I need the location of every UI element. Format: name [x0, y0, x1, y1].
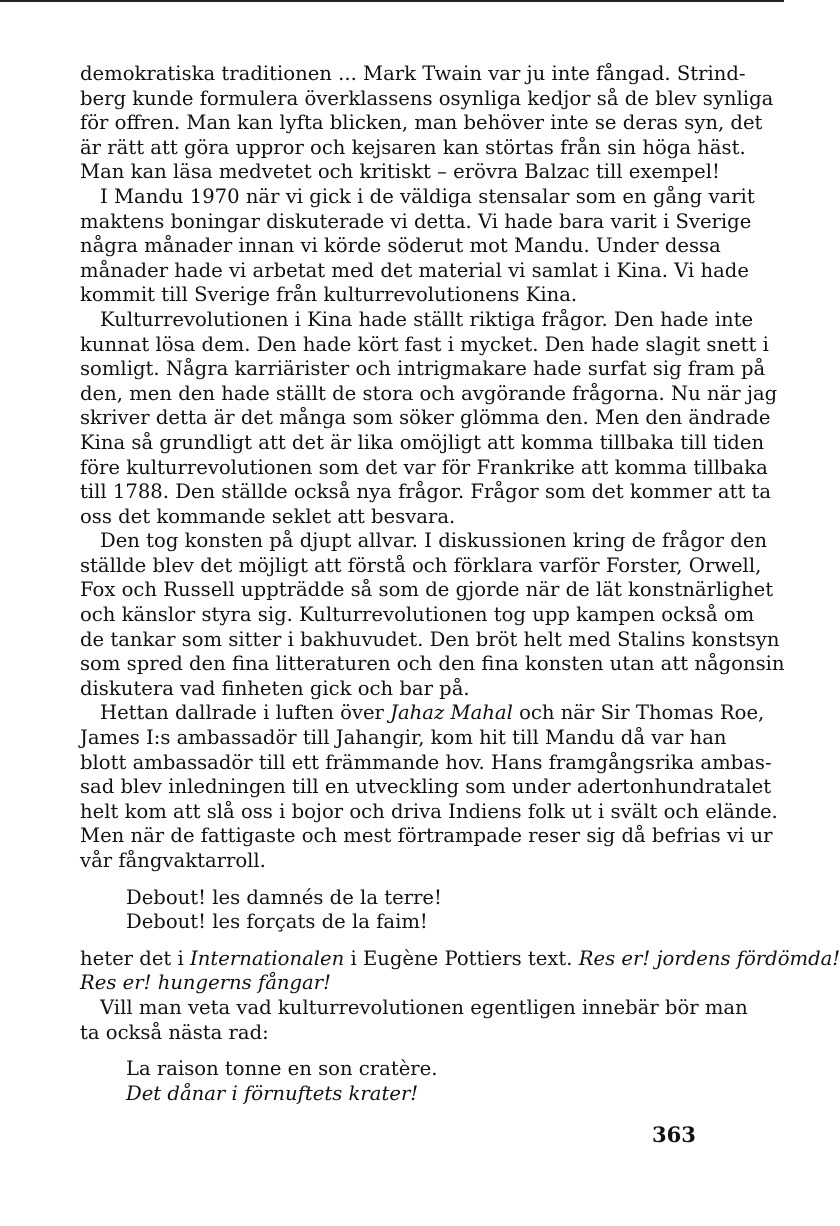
text-run: i Eugène Pottiers text.	[344, 946, 579, 970]
text-line	[80, 234, 721, 259]
text-run: sad blev inledningen till en utveckling som under adertonhundratalet	[80, 775, 772, 799]
italic-text-run: Res er! jordens fördömda!	[578, 946, 840, 970]
text-run: månader hade vi arbetat med det material vi samlat i Kina. Vi hade	[80, 258, 749, 282]
text-run: demokratiska traditionen ... Mark Twain var ju inte fångad. Strind-	[80, 62, 746, 85]
text-run: blott ambassadör till ett främmande hov. Hans framgångsrika ambas-	[80, 750, 772, 774]
quote-line	[126, 1057, 696, 1082]
text-run: kunnat lösa dem. Den hade kört fast i mycket. Den hade slagit snett i	[80, 332, 769, 356]
body-paragraph	[80, 62, 774, 185]
text-run: och känslor styra sig. Kulturrevolutionen tog upp kampen också om	[80, 603, 755, 627]
text-run: oss det kommande seklet att besvara.	[80, 504, 456, 528]
text-line	[80, 505, 696, 530]
text-run: helt kom att slå oss i bojor och driva Indiens folk ut i svält och elände.	[80, 799, 778, 823]
text-line	[80, 553, 762, 579]
top-edge-rule	[0, 0, 784, 2]
text-line	[80, 455, 768, 481]
text-line	[80, 381, 778, 407]
text-line	[80, 652, 785, 677]
text-run: Vill man veta vad kulturrevolutionen egentligen innebär bör man	[100, 995, 748, 1019]
verse-quote	[80, 1057, 696, 1106]
text-run: och när Sir Thomas Roe,	[512, 701, 765, 725]
text-line	[80, 406, 771, 431]
text-line	[80, 726, 727, 751]
page-number: 363	[652, 1122, 696, 1147]
quote-line	[126, 886, 696, 911]
text-run: Debout! les forçats de la faim!	[126, 910, 428, 934]
text-run: för offren. Man kan lyfta blicken, man behöver inte se deras syn, det	[80, 111, 763, 135]
text-line	[80, 799, 778, 825]
text-line	[80, 627, 780, 653]
body-paragraph	[80, 529, 785, 701]
text-run: de tankar som sitter i bakhuvudet. Den bröt helt med Stalins konstsyn	[80, 627, 780, 651]
text-line	[80, 160, 720, 185]
text-run: La raison tonne en son cratère.	[126, 1057, 438, 1081]
text-line	[80, 750, 772, 776]
text-line	[80, 603, 755, 628]
text-run: James I:s ambassadör till Jahangir, kom hit till Mandu då var han	[80, 726, 727, 750]
text-run: kommit till Sverige från kulturrevolutionens Kina.	[80, 283, 578, 307]
text-line	[80, 578, 774, 603]
text-run: Debout! les damnés de la terre!	[126, 885, 442, 909]
text-line	[80, 480, 772, 505]
text-run: Men när de fattigaste och mest förtrampade reser sig då befrias vi ur	[80, 824, 773, 848]
italic-text-run: Res er! hungerns fångar!	[80, 971, 331, 995]
italic-text-run: Det dånar i förnuftets krater!	[126, 1081, 419, 1105]
text-run: Den tog konsten på djupt allvar. I diskussionen kring de frågor den	[100, 529, 768, 553]
page-body-text	[80, 62, 840, 1118]
text-run: Hettan dallrade i luften över	[100, 701, 391, 725]
text-line	[80, 775, 772, 800]
text-run: diskutera vad finheten gick och bar på.	[80, 676, 470, 700]
text-line	[80, 209, 752, 235]
text-line	[80, 62, 746, 87]
text-run: till 1788. Den ställde också nya frågor. Frågor som det kommer att ta	[80, 480, 772, 504]
text-run: några månader innan vi körde söderut mot Mandu. Under dessa	[80, 234, 721, 258]
body-paragraph	[80, 946, 840, 996]
text-run: Kulturrevolutionen i Kina hade ställt riktiga frågor. Den hade inte	[100, 307, 754, 331]
body-paragraph	[80, 995, 748, 1045]
text-line	[80, 307, 754, 333]
text-line	[80, 824, 773, 849]
italic-text-run: Internationalen	[190, 946, 345, 970]
text-run: heter det i	[80, 946, 191, 970]
text-run: berg kunde formulera överklassens osynliga kedjor så de blev synliga	[80, 86, 774, 110]
text-run: somligt. Några karriärister och intrigmakare hade surfat sig fram på	[80, 357, 766, 381]
quote-line	[126, 910, 696, 935]
italic-text-run: Jahaz Mahal	[390, 701, 513, 725]
text-run: Fox och Russell uppträdde så som de gjorde när de lät konstnärlighet	[80, 578, 774, 602]
text-line	[80, 701, 765, 726]
body-paragraph	[80, 701, 778, 873]
text-line	[80, 430, 765, 456]
text-line	[80, 849, 696, 874]
text-line	[80, 135, 746, 161]
text-run: som spred den fina litteraturen och den fina konsten utan att någonsin	[80, 652, 785, 676]
text-line	[80, 86, 774, 112]
text-run: ställde blev det möjligt att förstå och förklara varför Forster, Orwell,	[80, 553, 762, 577]
text-line	[80, 995, 748, 1021]
text-run: I Mandu 1970 när vi gick i de väldiga stensalar som en gång varit	[100, 184, 755, 208]
text-line	[80, 971, 696, 996]
body-paragraph	[80, 307, 778, 529]
text-line	[80, 184, 755, 210]
text-run: vår fångvaktarroll.	[80, 849, 266, 872]
text-line	[80, 677, 696, 702]
text-run: den, men den hade ställt de stora och avgörande frågorna. Nu när jag	[80, 381, 778, 405]
text-line	[80, 357, 766, 382]
text-line	[80, 258, 749, 284]
text-line	[80, 111, 763, 136]
body-paragraph	[80, 184, 755, 308]
text-run: före kulturrevolutionen som det var för Frankrike att komma tillbaka	[80, 455, 768, 479]
text-line	[80, 946, 840, 972]
text-line	[80, 529, 768, 554]
text-run: skriver detta är det många som söker glömma den. Men den ändrade	[80, 406, 771, 430]
verse-quote	[80, 886, 696, 935]
quote-line	[126, 1082, 696, 1107]
text-line	[80, 283, 696, 308]
text-line	[80, 1021, 696, 1046]
text-line	[80, 332, 769, 358]
text-run: ta också nästa rad:	[80, 1020, 269, 1044]
text-run: Kina så grundligt att det är lika omöjligt att komma tillbaka till tiden	[80, 430, 765, 454]
text-run: Man kan läsa medvetet och kritiskt – erövra Balzac till exempel!	[80, 160, 720, 184]
text-run: är rätt att göra uppror och kejsaren kan störtas från sin höga häst.	[80, 135, 746, 159]
text-run: maktens boningar diskuterade vi detta. Vi hade bara varit i Sverige	[80, 209, 752, 233]
